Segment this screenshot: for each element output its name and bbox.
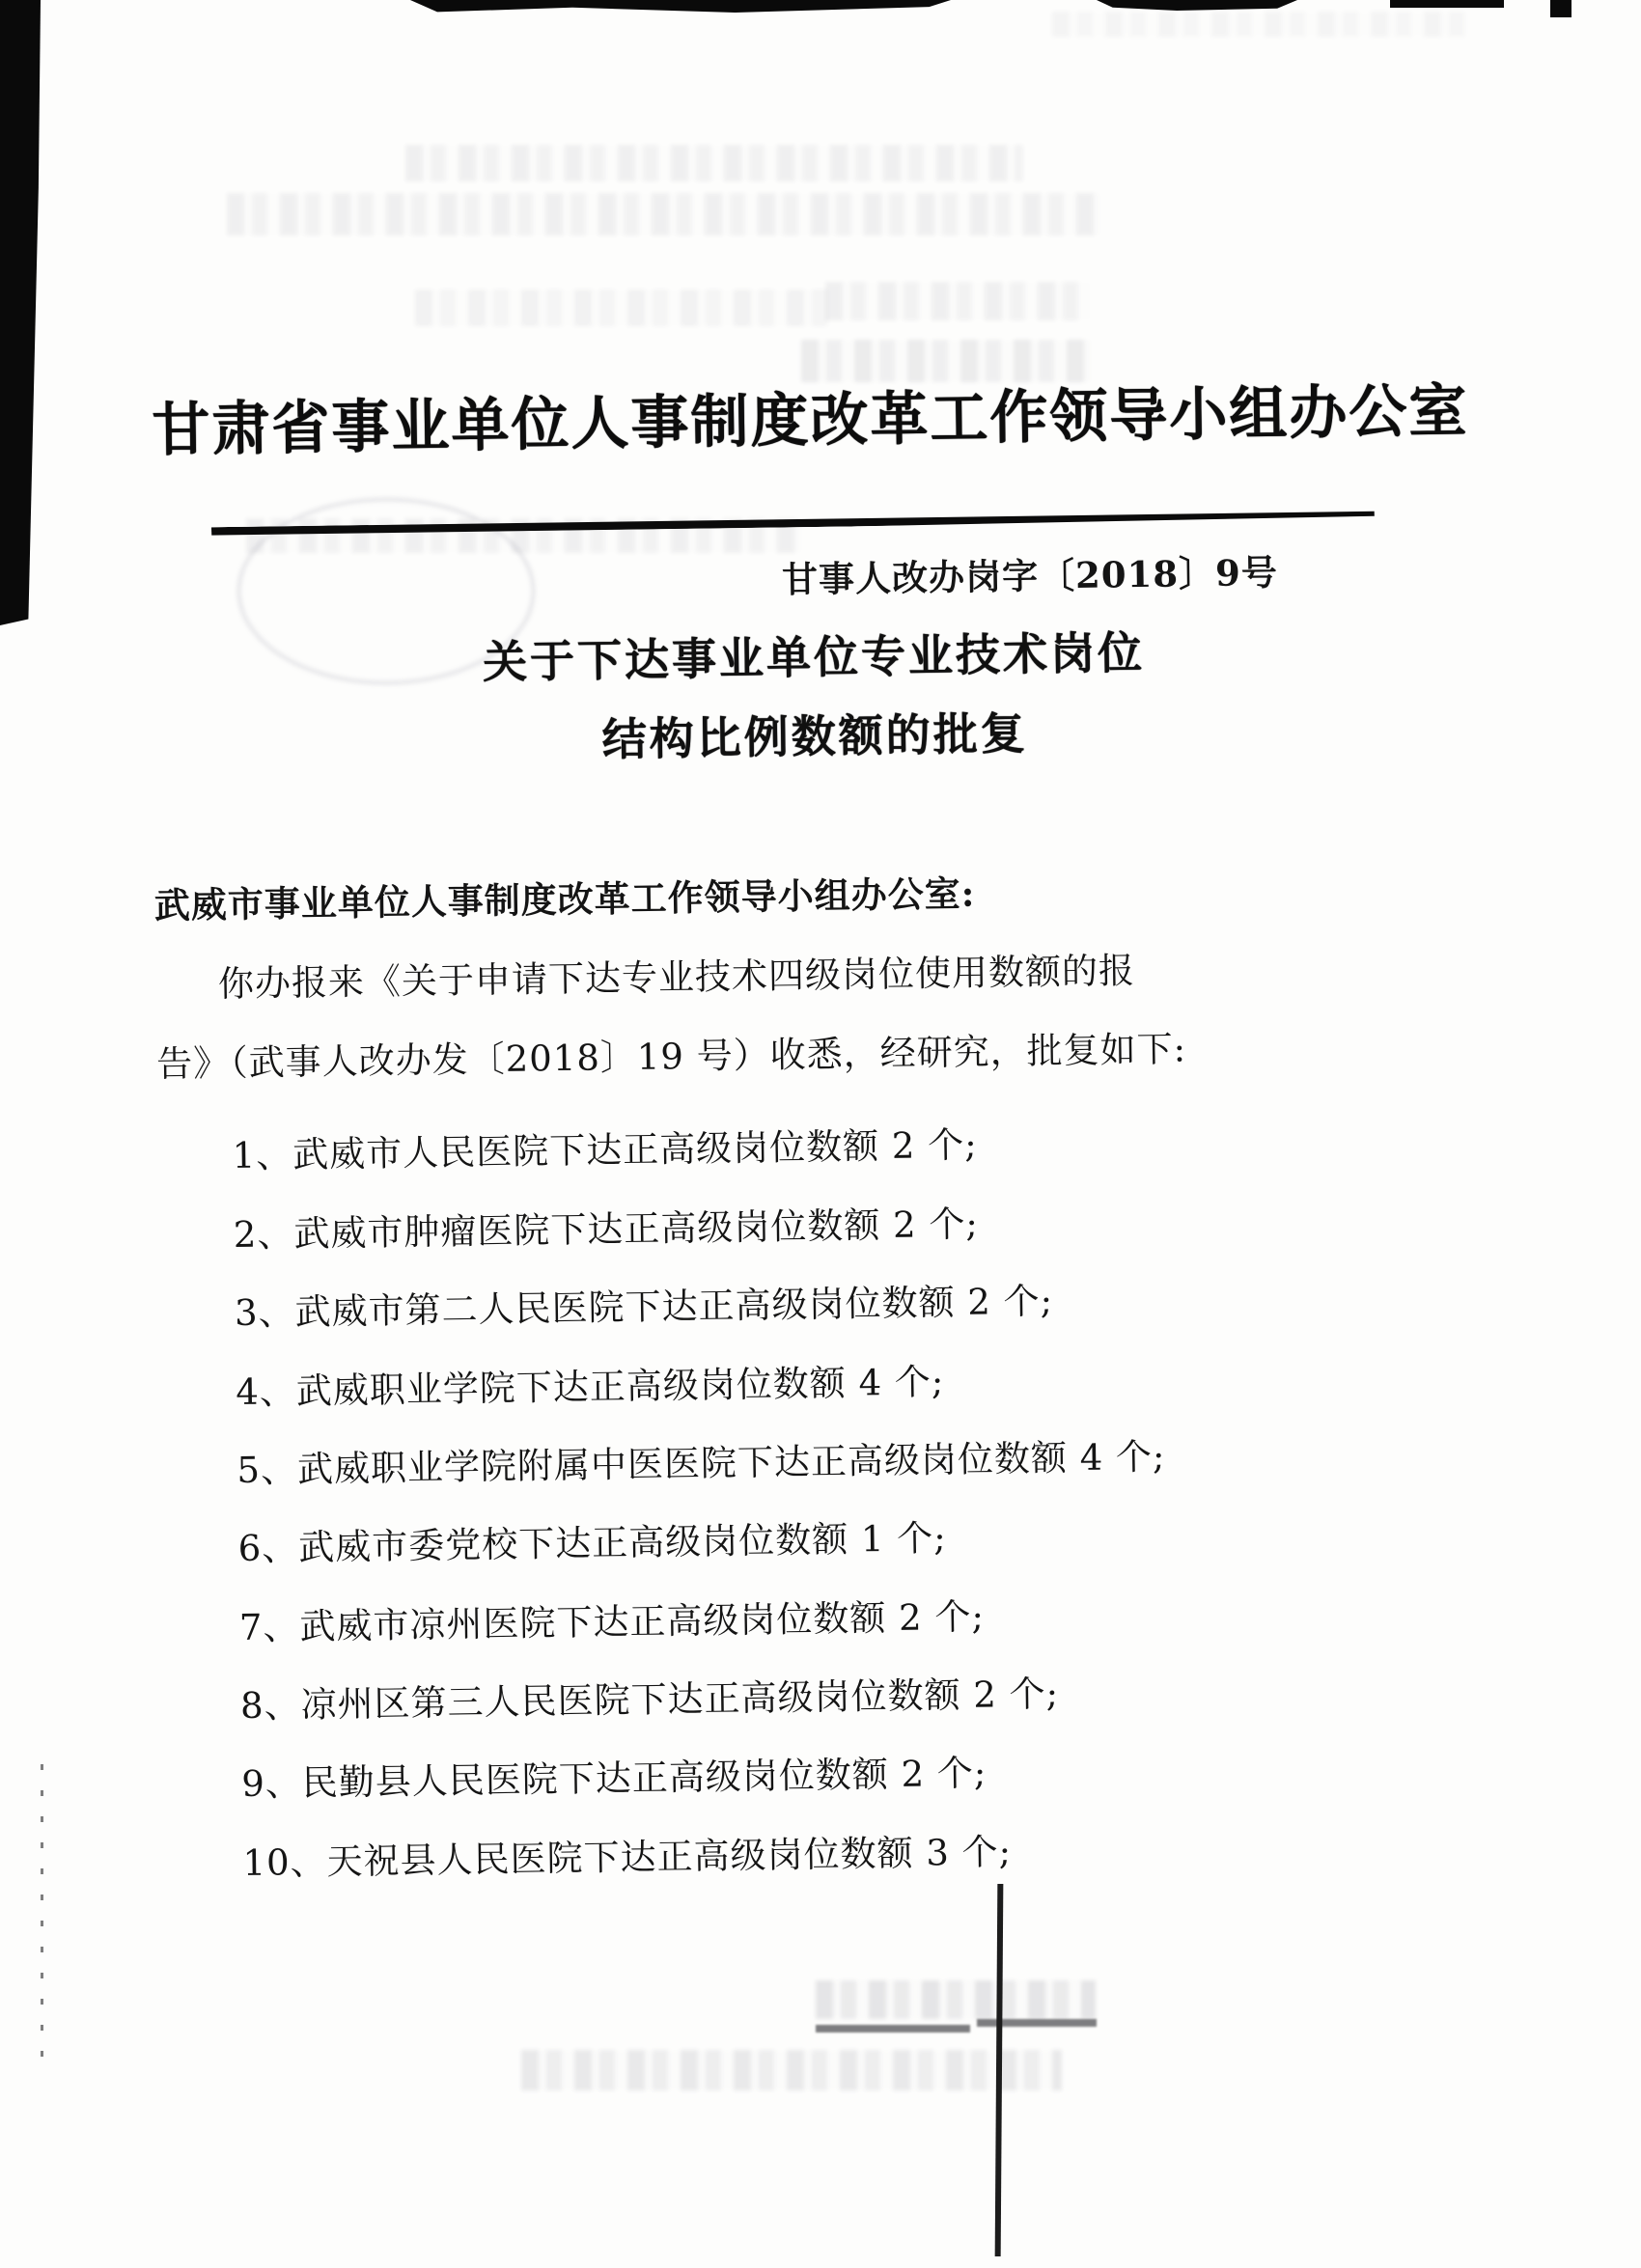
document-number: 甘事人改办岗字〔2018〕9号	[781, 550, 1279, 601]
document-title-line1: 关于下达事业单位专业技术岗位	[482, 625, 1146, 689]
addressee-line: 武威市事业单位人事制度改革工作领导小组办公室:	[153, 871, 976, 927]
approval-item-8: 8、凉州区第三人民医院下达正高级岗位数额 2 个;	[239, 1673, 1060, 1727]
approval-item-5: 5、武威职业学院附属中医医院下达正高级岗位数额 4 个;	[236, 1435, 1166, 1492]
issuing-org-title: 甘肃省事业单位人事制度改革工作领导小组办公室	[151, 376, 1469, 465]
approval-item-3: 3、武威市第二人民医院下达正高级岗位数额 2 个;	[234, 1280, 1054, 1335]
document-title-line2: 结构比例数额的批复	[601, 706, 1029, 766]
approval-item-2: 2、武威市肿瘤医院下达正高级岗位数额 2 个;	[233, 1203, 980, 1257]
approval-item-6: 6、武威市委党校下达正高级岗位数额 1 个;	[237, 1517, 947, 1569]
approval-item-10: 10、天祝县人民医院下达正高级岗位数额 3 个;	[242, 1831, 1013, 1884]
approval-item-7: 7、武威市凉州医院下达正高级岗位数额 2 个;	[238, 1595, 986, 1648]
body-paragraph-line2: 告》（武事人改办发〔2018〕19 号）收悉，经研究，批复如下:	[155, 1028, 1187, 1086]
approval-item-4: 4、武威职业学院下达正高级岗位数额 4 个;	[235, 1361, 945, 1414]
header-divider-rule	[211, 510, 1375, 536]
approval-item-1: 1、武威市人民医院下达正高级岗位数额 2 个;	[232, 1123, 978, 1177]
body-paragraph-line1: 你办报来《关于申请下达专业技术四级岗位使用数额的报	[217, 950, 1136, 1006]
approval-item-9: 9、民勤县人民医院下达正高级岗位数额 2 个;	[240, 1752, 987, 1805]
